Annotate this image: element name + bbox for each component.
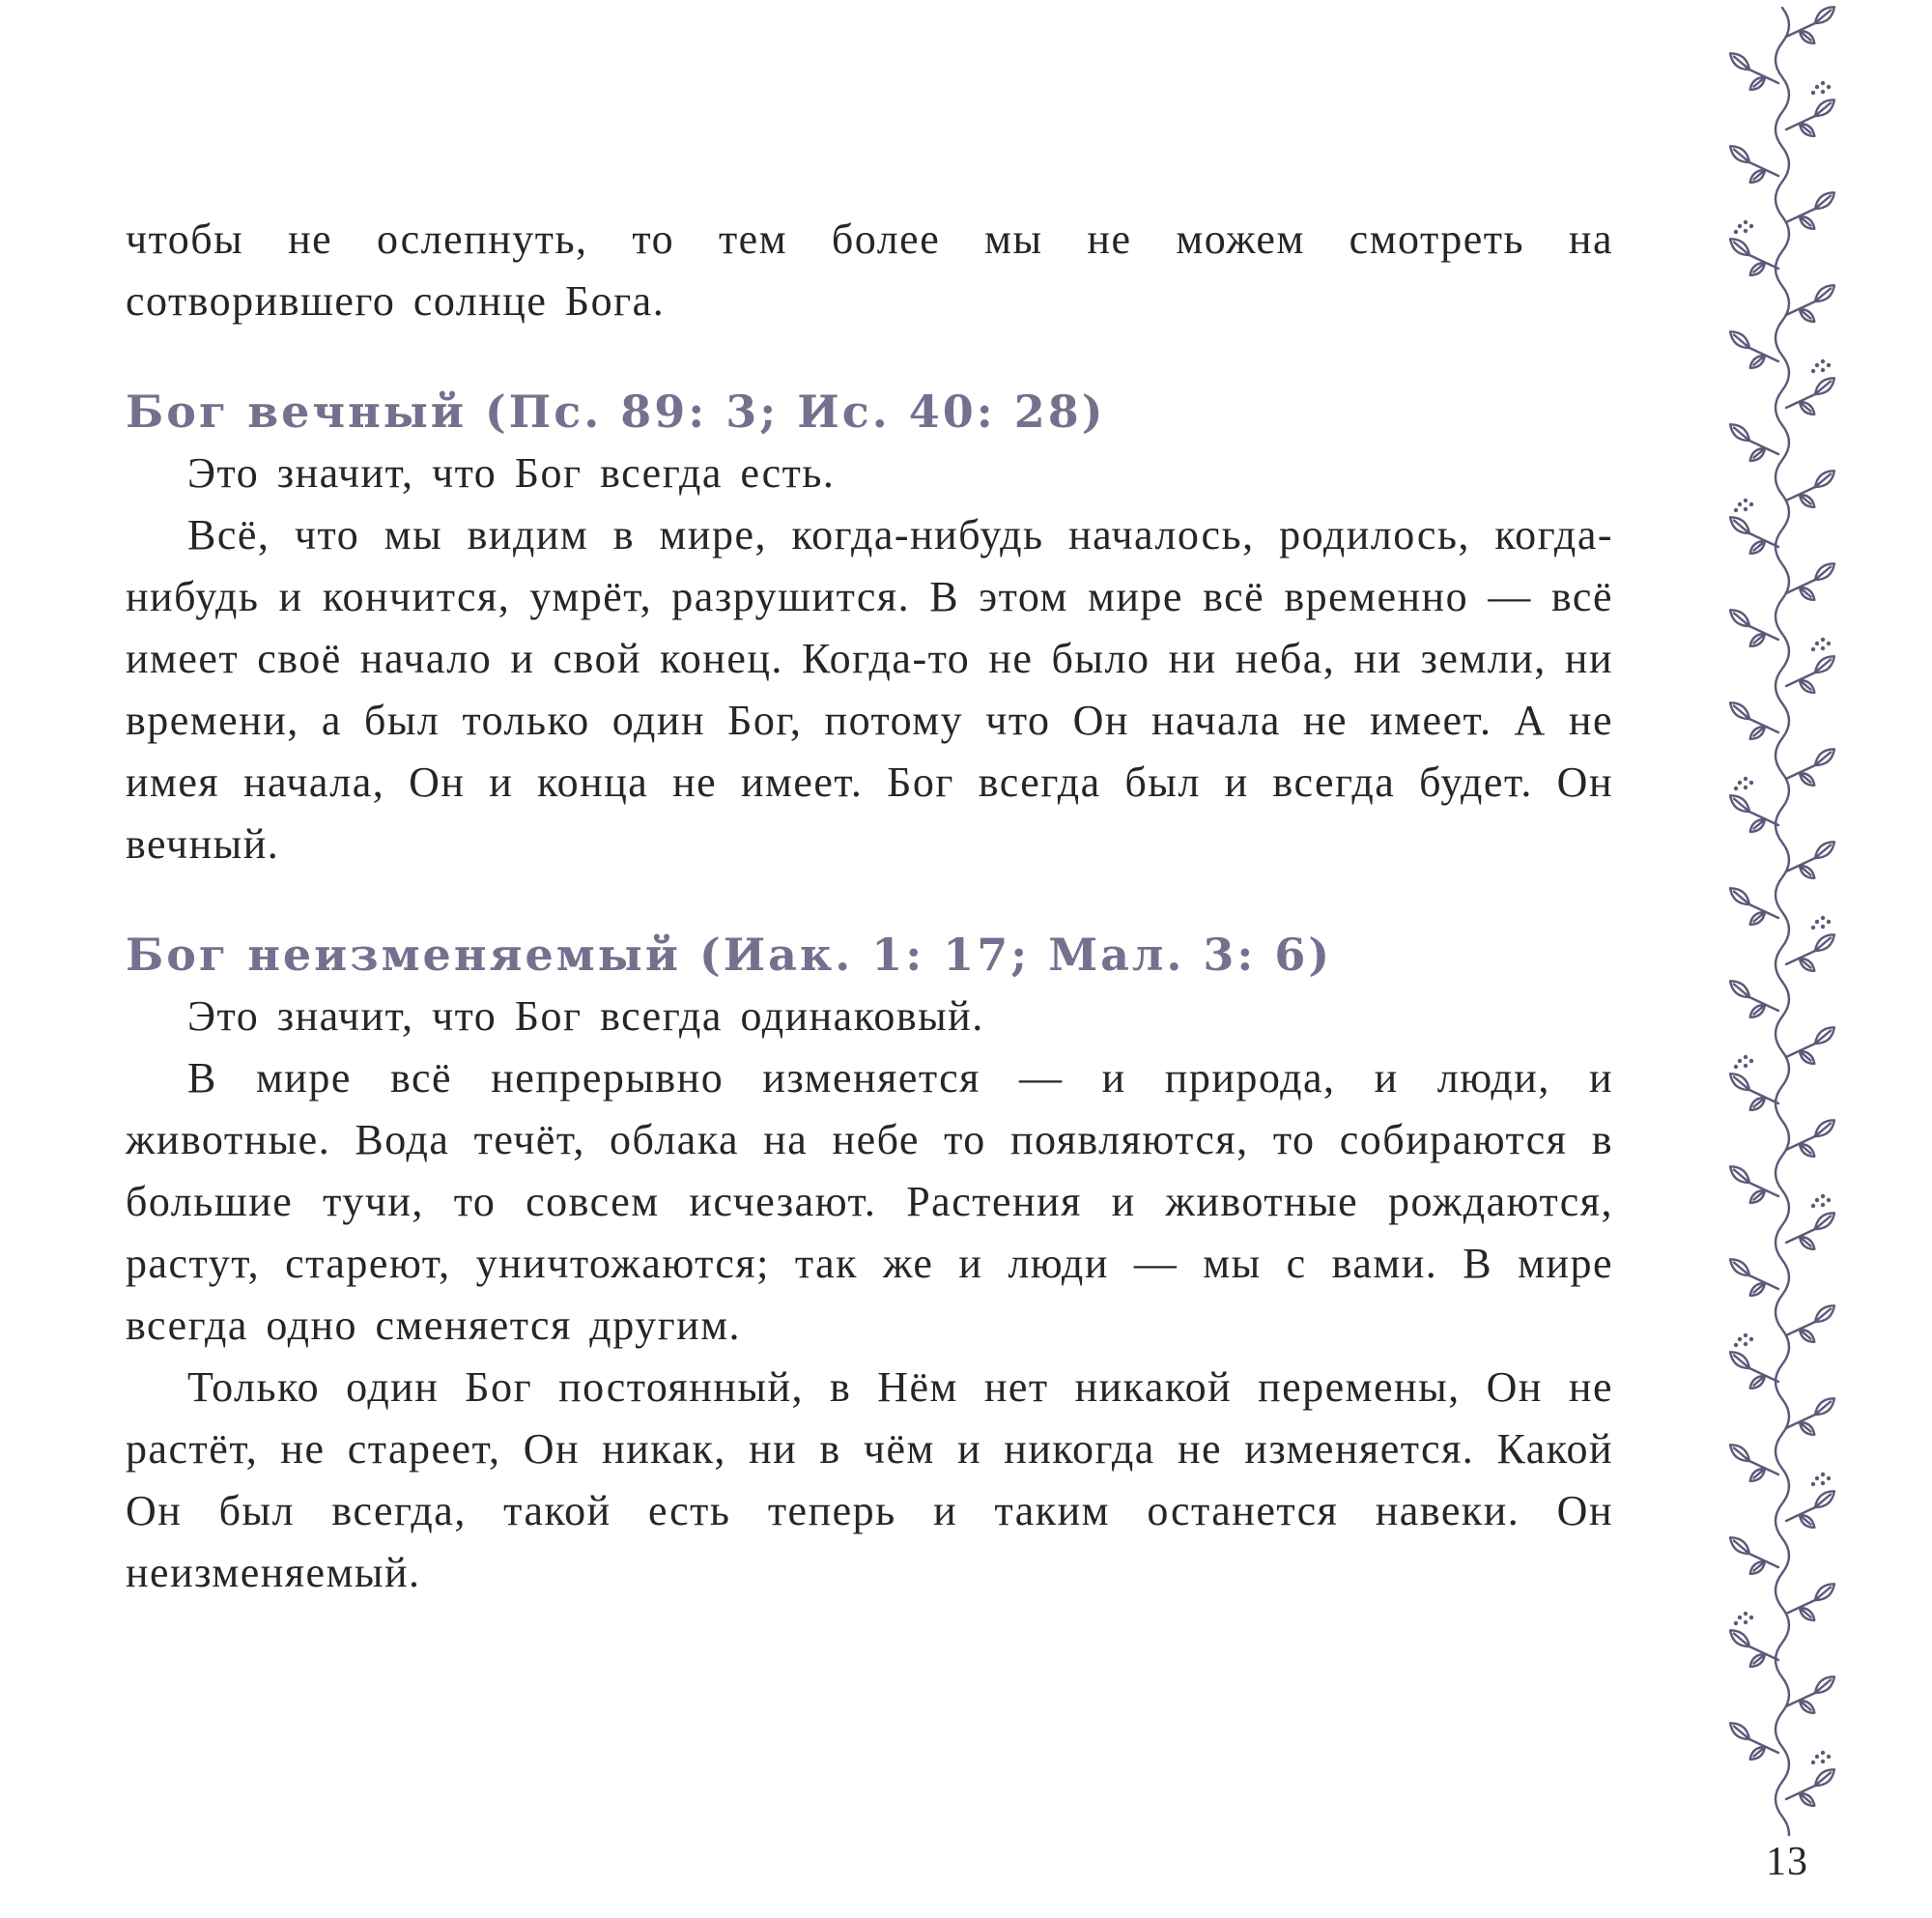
vine-leaf [1747, 1651, 1768, 1670]
vine-leaf [1727, 49, 1753, 73]
page-number: 13 [1766, 1840, 1808, 1884]
vine-berry [1811, 1204, 1815, 1208]
vine-leaf [1747, 1095, 1768, 1113]
vine-leaf [1727, 1070, 1753, 1094]
vine-berry [1821, 638, 1825, 642]
vine-leaf [1811, 467, 1837, 491]
vine-leaf [1797, 770, 1817, 788]
spacer [126, 332, 1613, 381]
vine-leaf [1811, 1673, 1837, 1697]
vine-berry [1827, 920, 1831, 924]
vine-leaf [1727, 1533, 1753, 1558]
vine-berry [1744, 499, 1747, 502]
vine-berry [1734, 230, 1738, 234]
vine-berry [1744, 1342, 1747, 1346]
vine-berry [1827, 85, 1831, 89]
vine-leaf [1727, 1348, 1753, 1372]
vine-berry [1811, 647, 1815, 651]
vine-berry [1821, 90, 1825, 94]
vine-berry [1811, 1761, 1815, 1764]
vine-leaf [1797, 1419, 1817, 1438]
vine-leaf [1727, 1162, 1753, 1187]
vine-leaf [1797, 677, 1817, 696]
vine-berry [1827, 1755, 1831, 1759]
vine-berry [1821, 1760, 1825, 1763]
section-heading-eternal: Бог вечный (Пс. 89: 3; Ис. 40: 28) [126, 386, 1106, 438]
vine-leaf [1747, 353, 1768, 371]
vine-leaf [1727, 606, 1753, 630]
vine-berry [1811, 91, 1815, 95]
vine-berry [1749, 1059, 1753, 1063]
vine-leaf [1811, 1394, 1837, 1418]
vine-berry [1821, 1473, 1825, 1476]
spacer [126, 875, 1613, 924]
vine-berry [1738, 1059, 1742, 1063]
vine-leaf [1811, 1209, 1837, 1233]
vine-leaf [1747, 1188, 1768, 1206]
main-text [126, 209, 1613, 1604]
vine-berry [1734, 1065, 1738, 1069]
vine-berry [1744, 777, 1747, 781]
vine-leaf [1797, 956, 1817, 974]
vine-berry [1749, 224, 1753, 228]
vine-leaf [1797, 121, 1817, 139]
vine-berry [1821, 925, 1825, 929]
vine-leaf [1811, 96, 1837, 120]
vine-leaf [1747, 1466, 1768, 1484]
vine-berry [1821, 368, 1825, 372]
vine-berry [1811, 369, 1815, 373]
vine-leaf [1811, 1023, 1837, 1047]
vine-leaf [1727, 977, 1753, 1001]
vine-berry [1821, 1481, 1825, 1485]
section-unchangeable-paragraph-2: В мире всё непрерывно изменяется — и природа, и люди, и животные. Вода течёт, облака на небе то появляются, то собираются в большие тучи, то совсем исчезают. Растения и животные рождаются, растут, стареют, уничтожаются; так же и люди — мы с вами. В мире всегда одно сменяется другим. [126, 1054, 1613, 1349]
vine-leaf [1811, 188, 1837, 213]
vine-leaf [1797, 863, 1817, 881]
vine-berry [1738, 502, 1742, 506]
vine-berry [1734, 1343, 1738, 1347]
vine-leaf [1797, 1698, 1817, 1716]
vine-berry [1744, 229, 1747, 233]
vine-leaf [1747, 445, 1768, 464]
vine-berry [1815, 1198, 1819, 1202]
vine-leaf [1727, 142, 1753, 166]
vine-leaf [1797, 1327, 1817, 1345]
vine-leaf [1747, 816, 1768, 835]
section-eternal-paragraph-2: Всё, что мы видим в мире, когда-нибудь началось, родилось, когда-нибудь и кончится, умрёт, разрушится. В этом мире всё временно — всё имеет своё начало и свой конец. Когда-то не было ни неба, ни земли, ни времени, а был только один Бог, потому что Он начала не имеет. А не имея начала, Он и конца не имеет. Бог всегда был и всегда будет. Он вечный. [126, 511, 1613, 868]
vine-berry [1738, 1337, 1742, 1341]
vine-berry [1749, 1616, 1753, 1619]
vine-berry [1815, 642, 1819, 645]
floral-vine-icon [1710, 0, 1855, 1836]
vine-berry [1821, 81, 1825, 85]
vine-leaf [1811, 374, 1837, 398]
vine-leaf [1747, 909, 1768, 928]
vine-leaf [1747, 631, 1768, 649]
vine-leaf [1727, 699, 1753, 723]
vine-berry [1821, 646, 1825, 650]
vine-leaf [1797, 585, 1817, 603]
vine-berry [1827, 1198, 1831, 1202]
vine-berry [1815, 920, 1819, 924]
vine-leaf [1797, 214, 1817, 232]
vine-berry [1811, 1482, 1815, 1486]
vine-leaf [1727, 884, 1753, 908]
vine-leaf [1811, 930, 1837, 955]
vine-berry [1827, 1476, 1831, 1480]
vine-leaf [1747, 260, 1768, 278]
section-unchangeable-paragraph-3: Только один Бог постоянный, в Нём нет никакой перемены, Он не растёт, не стареет, Он никак, ни в чём и никогда не изменяется. Какой Он был всегда, такой есть теперь и таким останется навеки. Он неизменяемый. [126, 1363, 1613, 1596]
vine-berry [1811, 926, 1815, 930]
vine-leaf [1747, 1002, 1768, 1020]
vine-berry [1744, 1612, 1747, 1616]
vine-berry [1821, 1203, 1825, 1207]
vine-leaf [1811, 838, 1837, 862]
vine-leaf [1747, 1559, 1768, 1577]
vine-berry [1738, 224, 1742, 228]
vine-leaf [1797, 1141, 1817, 1159]
vine-leaf [1811, 3, 1837, 27]
vine-leaf [1727, 1626, 1753, 1650]
vine-leaf [1747, 1744, 1768, 1762]
vine-leaf [1727, 513, 1753, 537]
vine-leaf [1811, 745, 1837, 769]
vine-leaf [1747, 724, 1768, 742]
vine-leaf [1747, 1280, 1768, 1299]
vine-berry [1749, 1337, 1753, 1341]
vine-leaf [1811, 1765, 1837, 1789]
vine-leaf [1797, 399, 1817, 417]
vine-berry [1821, 1194, 1825, 1198]
section-unchangeable-paragraph-1: Это значит, что Бог всегда одинаковый. [187, 992, 984, 1040]
vine-berry [1827, 642, 1831, 645]
vine-leaf [1811, 1487, 1837, 1511]
vine-leaf [1797, 1048, 1817, 1067]
vine-leaf [1727, 1255, 1753, 1279]
opening-paragraph: чтобы не ослепнуть, то тем более мы не можем смотреть на сотворившего солнце Бога. [126, 215, 1613, 325]
vine-berry [1744, 1064, 1747, 1068]
vine-berry [1744, 507, 1747, 511]
vine-berry [1815, 1476, 1819, 1480]
vine-berry [1744, 220, 1747, 224]
vine-leaf [1797, 1605, 1817, 1623]
vine-leaf [1797, 28, 1817, 46]
vine-leaf [1797, 1512, 1817, 1531]
vine-leaf [1727, 235, 1753, 259]
vine-leaf [1811, 1302, 1837, 1326]
vine-leaf [1811, 652, 1837, 676]
vine-berry [1744, 786, 1747, 789]
vine-berry [1738, 781, 1742, 785]
vine-leaf [1811, 1580, 1837, 1604]
vine-berry [1827, 363, 1831, 367]
vine-berry [1734, 1621, 1738, 1625]
vine-stem [1776, 8, 1789, 1836]
vine-berry [1821, 1751, 1825, 1755]
vine-berry [1734, 787, 1738, 790]
vine-berry [1738, 1616, 1742, 1619]
vine-leaf [1727, 1719, 1753, 1743]
vine-berry [1744, 1333, 1747, 1337]
vine-berry [1821, 359, 1825, 363]
vine-leaf [1797, 492, 1817, 510]
vine-leaf [1747, 74, 1768, 93]
vine-leaf [1797, 1234, 1817, 1252]
vine-berry [1815, 363, 1819, 367]
vine-leaf [1727, 328, 1753, 352]
section-heading-unchangeable: Бог неизменяемый (Иак. 1: 17; Мал. 3: 6) [126, 929, 1333, 981]
vine-berry [1815, 85, 1819, 89]
vine-berry [1749, 502, 1753, 506]
vine-leaf [1811, 281, 1837, 305]
vine-berry [1815, 1755, 1819, 1759]
vine-leaf [1797, 306, 1817, 325]
vine-leaf [1747, 1373, 1768, 1391]
section-eternal-paragraph-1: Это значит, что Бог всегда есть. [187, 449, 836, 497]
vine-berry [1734, 508, 1738, 512]
vine-leaf [1747, 538, 1768, 557]
vine-leaf [1811, 559, 1837, 584]
vine-berry [1749, 781, 1753, 785]
vine-leaf [1727, 1441, 1753, 1465]
vine-berry [1744, 1055, 1747, 1059]
vine-leaf [1747, 167, 1768, 186]
vine-berry [1744, 1620, 1747, 1624]
vine-leaf [1727, 420, 1753, 444]
vine-leaf [1727, 791, 1753, 816]
vine-leaf [1797, 1790, 1817, 1809]
vine-leaf [1811, 1116, 1837, 1140]
vine-berry [1821, 916, 1825, 920]
